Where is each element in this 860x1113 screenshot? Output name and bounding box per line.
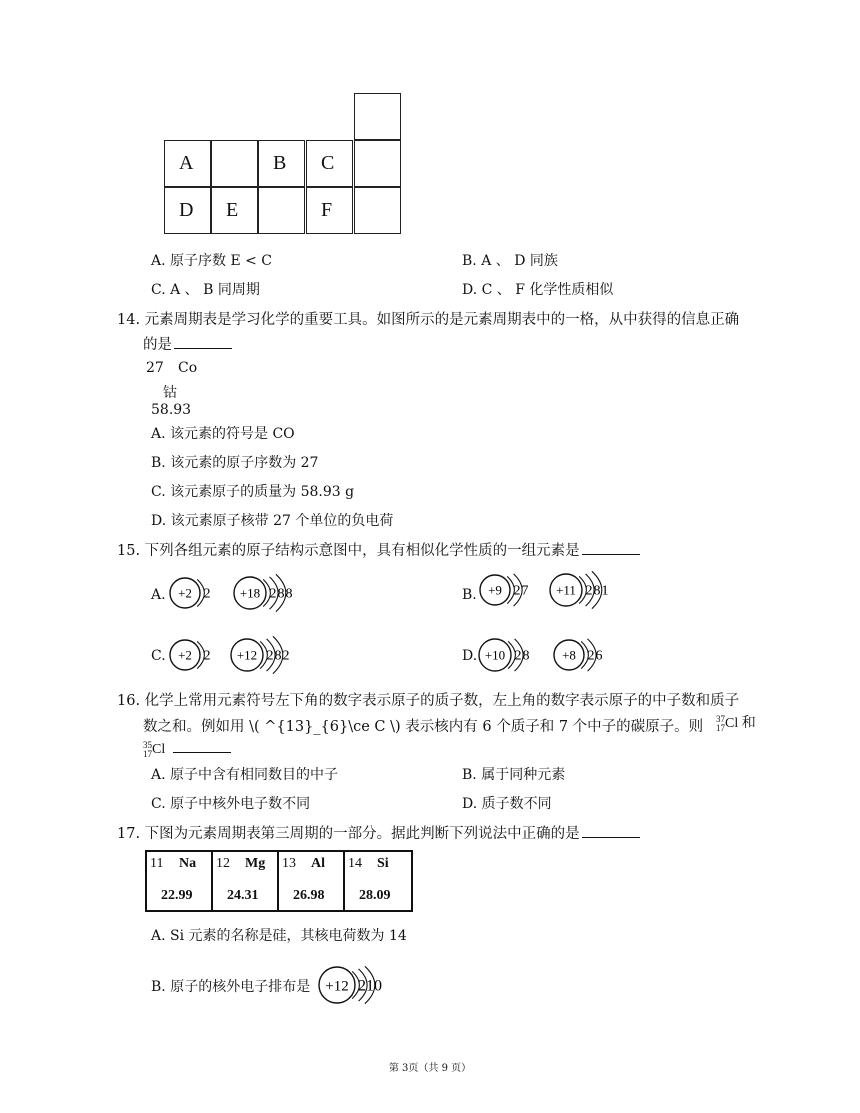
atom-diagram-c2	[231, 636, 290, 673]
nucleus-charge: +12	[236, 647, 258, 663]
q16-stem-line1: 16. 化学上常用元素符号左下角的数字表示原子的质子数，左上角的数字表示原子的中子数和质子	[117, 693, 740, 709]
atom-diagram-d1	[479, 639, 530, 671]
shell-electron-count: 7	[521, 583, 529, 599]
isotope-cl37	[716, 712, 756, 733]
nucleus-charge: +10	[484, 647, 506, 663]
shell-electron-count: 8	[285, 586, 293, 602]
q14-stem-line1: 14. 元素周期表是学习化学的重要工具。如图所示的是元素周期表中的一格，从中获得的信息正确	[117, 312, 740, 328]
q14-option-d: D. 该元素原子核带 27 个单位的负电荷	[151, 513, 394, 529]
and-text: 和	[741, 715, 756, 731]
shell-electron-count: 2	[585, 583, 593, 599]
shell-electron-count: 2	[513, 583, 521, 599]
atomic-number: 14	[348, 856, 362, 871]
shell-electron-count: 8	[593, 583, 601, 599]
element-cell-na	[147, 852, 213, 910]
nucleus-charge: +8	[562, 647, 576, 663]
grid-cell: A	[164, 140, 211, 187]
shell-electron-count: 2	[203, 586, 211, 602]
atomic-number: 12	[216, 856, 230, 871]
isotope-symbol: Cl	[152, 742, 166, 757]
element-cell-mass: 58.93	[151, 402, 192, 418]
atomic-mass: 24.31	[227, 888, 259, 903]
atomic-number: 11	[150, 856, 164, 871]
element-cell-name: 钴	[163, 385, 177, 401]
q16-option-d: D. 质子数不同	[462, 796, 552, 812]
nucleus-charge: +9	[488, 582, 502, 598]
q16-option-b: B. 属于同种元素	[462, 767, 566, 783]
isotope-number: 17	[716, 722, 725, 733]
period3-table	[145, 850, 413, 912]
q16-option-a: A. 原子中含有相同数目的中子	[151, 767, 339, 783]
atomic-mass: 22.99	[161, 888, 193, 903]
q13-option-c: C. A 、 B 同周期	[151, 282, 260, 298]
q16-stem-line2: 数之和。例如用 \( ^{13}_{6}\ce C \) 表示核内有 6 个质子和 7 个中子的碳原子。则	[143, 719, 704, 735]
element-symbol: Al	[311, 856, 325, 871]
atom-diagram-d2	[554, 639, 603, 671]
shell-electron-count: 8	[274, 648, 282, 664]
element-cell-symbol: Co	[178, 360, 198, 376]
element-symbol: Na	[179, 856, 197, 871]
grid-cell: D	[164, 187, 211, 234]
shell-electron-count: 2	[203, 648, 211, 664]
answer-blank	[582, 823, 640, 838]
q13-option-a: A. 原子序数 E < C	[151, 253, 273, 269]
shell-electron-count: 1	[601, 583, 609, 599]
nucleus-charge: +18	[239, 585, 261, 601]
atom-diagram-q17	[319, 966, 382, 1003]
q14-option-b: B. 该元素的原子序数为 27	[151, 455, 319, 471]
element-symbol: Mg	[245, 856, 266, 871]
grid-cell: B	[258, 140, 305, 187]
atomic-mass: 28.09	[359, 888, 391, 903]
isotope-mass: 35	[143, 739, 152, 750]
atom-diagram-b1	[480, 574, 529, 606]
q15-label-c: C.	[151, 648, 166, 664]
q17-stem: 17. 下图为元素周期表第三周期的一部分。据此判断下列说法中正确的是	[117, 822, 640, 843]
q15-label-d: D.	[462, 648, 478, 664]
shell-electron-count: 8	[277, 586, 285, 602]
shell-electron-count: 2	[587, 648, 595, 664]
shell-electron-count: 1	[366, 977, 374, 995]
element-cell-si	[345, 852, 411, 910]
element-cell-al	[279, 852, 345, 910]
shell-electron-count: 8	[522, 648, 530, 664]
atomic-mass: 26.98	[293, 888, 325, 903]
shell-electron-count: 2	[358, 977, 366, 995]
grid-cell: C	[306, 140, 353, 187]
q15-label-b: B.	[462, 587, 477, 603]
grid-cell: F	[306, 187, 353, 234]
q17-option-b: B. 原子的核外电子排布是	[151, 979, 311, 995]
q15-stem: 15. 下列各组元素的原子结构示意图中，具有相似化学性质的一组元素是	[117, 539, 640, 560]
answer-blank	[173, 738, 231, 753]
q14-option-c: C. 该元素原子的质量为 58.93 g	[151, 484, 355, 500]
nucleus-charge: +2	[178, 585, 192, 601]
grid-cell: E	[211, 187, 258, 234]
isotope-number: 17	[143, 748, 152, 759]
isotope-cl35	[143, 738, 231, 759]
atom-diagram-a1	[170, 578, 211, 608]
nucleus-charge: +12	[325, 978, 349, 995]
isotope-symbol: Cl	[725, 716, 739, 731]
element-cell-number: 27	[146, 360, 164, 376]
q14-option-a: A. 该元素的符号是 CO	[151, 426, 295, 442]
q13-option-b: B. A 、 D 同族	[462, 253, 558, 269]
shell-electron-count: 2	[514, 648, 522, 664]
shell-electron-count: 2	[282, 648, 290, 664]
atomic-number: 13	[282, 856, 296, 871]
element-cell-mg	[213, 852, 279, 910]
shell-electron-count: 2	[266, 648, 274, 664]
shell-electron-count: 6	[595, 648, 603, 664]
atom-diagram-c1	[170, 640, 211, 670]
q15-label-a: A.	[151, 587, 166, 603]
q13-option-d: D. C 、 F 化学性质相似	[462, 282, 614, 298]
atom-diagram-b2	[550, 571, 609, 608]
atom-diagram-a2	[234, 574, 293, 611]
element-symbol: Si	[377, 856, 389, 871]
nucleus-charge: +2	[178, 647, 192, 663]
shell-electron-count: 2	[269, 586, 277, 602]
q17-option-a: A. Si 元素的名称是硅，其核电荷数为 14	[151, 928, 407, 944]
isotope-mass: 37	[716, 713, 725, 724]
shell-electron-count: 0	[374, 977, 382, 995]
nucleus-charge: +11	[556, 582, 576, 598]
q14-stem-line2: 的是	[143, 333, 232, 354]
page-footer: 第 3页（共 9 页）	[388, 1063, 472, 1074]
q16-option-c: C. 原子中核外电子数不同	[151, 796, 311, 812]
